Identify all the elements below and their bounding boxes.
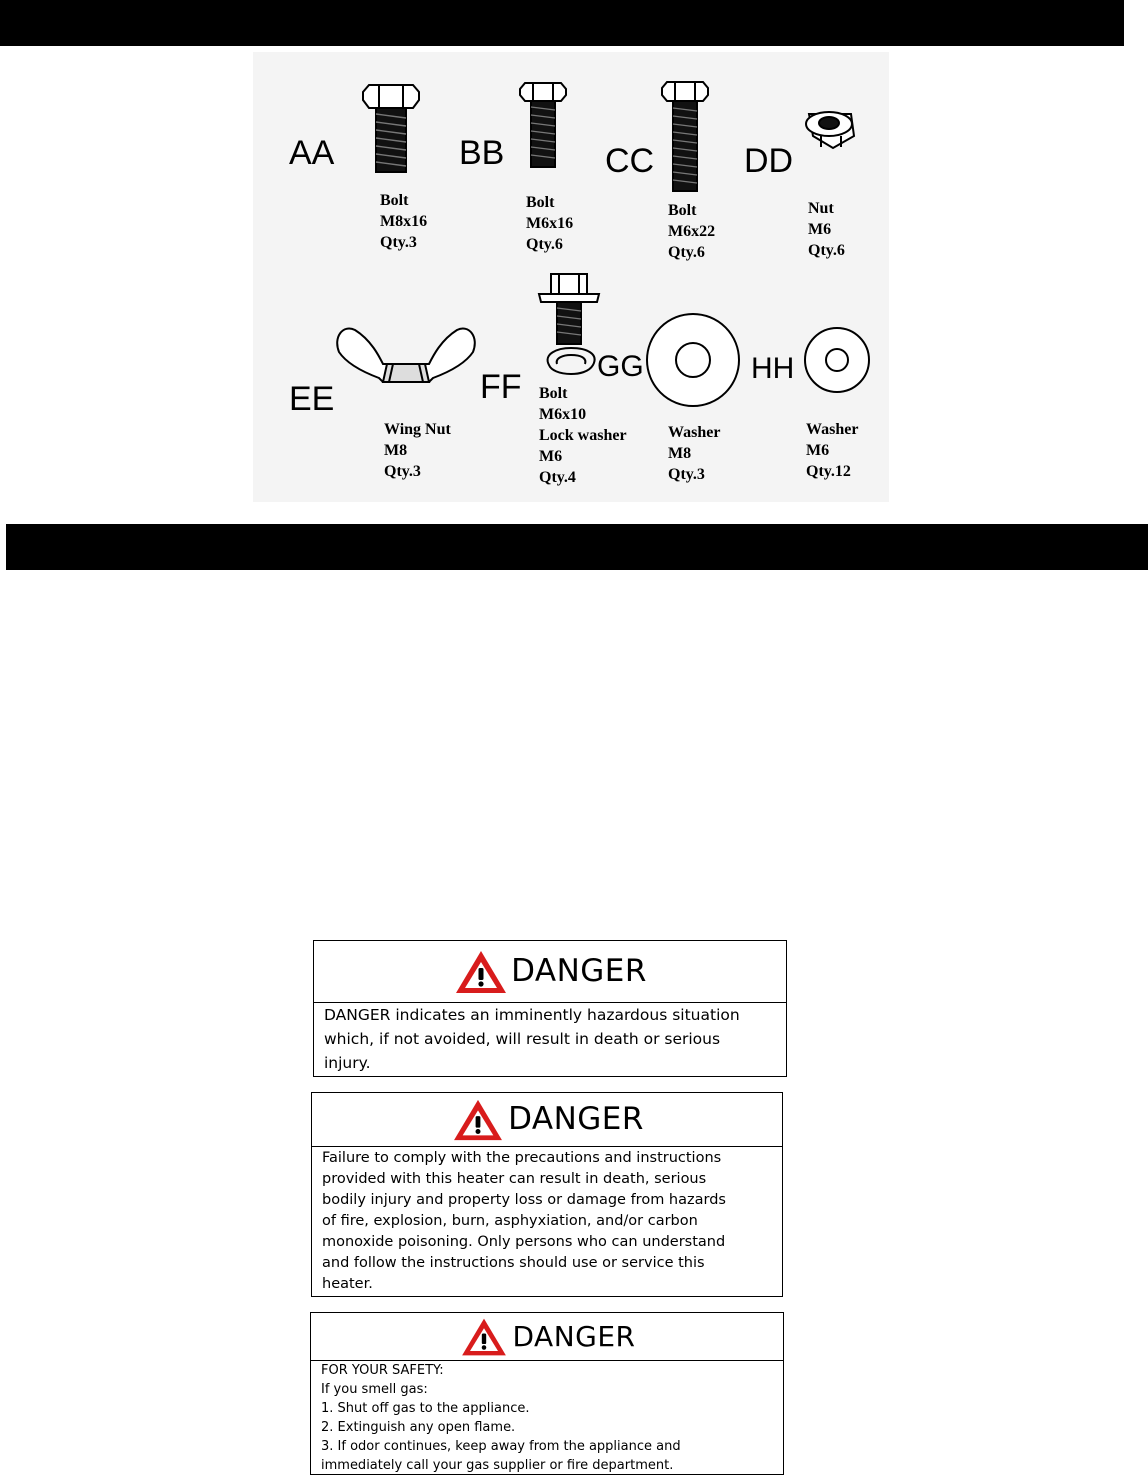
warning-triangle-icon xyxy=(450,1097,506,1143)
part-code-ff: FF xyxy=(480,368,522,406)
danger-header xyxy=(311,1313,783,1361)
part-info-ee: Wing Nut M8 Qty.3 xyxy=(384,421,451,480)
bolt-cc-drawing xyxy=(662,82,708,191)
danger-notice-2 xyxy=(311,1092,783,1297)
part-code-cc: CC xyxy=(605,142,655,180)
wing-nut-ee-drawing xyxy=(337,329,475,382)
washer-gg-drawing xyxy=(647,314,739,406)
part-info-gg: Washer M8 Qty.3 xyxy=(668,424,721,483)
danger-notice-3 xyxy=(310,1312,784,1475)
part-info-aa: Bolt M8x16 Qty.3 xyxy=(380,192,428,251)
section-header-bar-top xyxy=(0,0,1124,46)
part-info-dd: Nut M6 Qty.6 xyxy=(808,200,845,259)
danger-text: FOR YOUR SAFETY: If you smell gas: 1. Shut off gas to the appliance. 2. Extinguish any open flame. 3. If odor continues, keep away from the appliance and immediately call your gas supplier or fire department. xyxy=(321,1363,681,1473)
section-header-bar-middle xyxy=(6,524,1148,570)
part-code-hh: HH xyxy=(751,352,795,385)
bolt-aa-drawing xyxy=(363,85,419,172)
hardware-parts-panel xyxy=(253,52,889,502)
danger-text: DANGER indicates an imminently hazardous situation which, if not avoided, will result in death or serious injury. xyxy=(324,1006,740,1072)
part-info-hh: Washer M6 Qty.12 xyxy=(806,421,859,480)
warning-triangle-icon xyxy=(458,1316,510,1358)
part-info-cc: Bolt M6x22 Qty.6 xyxy=(668,202,716,261)
flange-bolt-ff-drawing xyxy=(539,274,599,374)
part-code-dd: DD xyxy=(744,142,794,180)
danger-header xyxy=(314,941,786,1003)
washer-hh-drawing xyxy=(805,328,869,392)
part-info-bb: Bolt M6x16 Qty.6 xyxy=(526,194,574,253)
part-info-ff: Bolt M6x10 Lock washer M6 Qty.4 xyxy=(539,385,627,486)
part-code-bb: BB xyxy=(459,134,505,172)
part-code-ee: EE xyxy=(289,380,335,418)
danger-text: Failure to comply with the precautions and instructions provided with this heater can result in death, serious bodily injury and property loss or damage from hazards of fire, explosion, burn, asphyxiation, and/or carbon monoxide poisoning. Only persons who can understand and follow the instructions should use or service this heater. xyxy=(322,1150,726,1292)
danger-title: DANGER xyxy=(508,1101,644,1137)
danger-notice-1 xyxy=(313,940,787,1077)
danger-title: DANGER xyxy=(511,953,647,989)
bolt-bb-drawing xyxy=(520,83,566,167)
part-code-aa: AA xyxy=(289,134,335,172)
warning-triangle-icon xyxy=(453,948,509,996)
part-code-gg: GG xyxy=(597,350,644,383)
danger-title: DANGER xyxy=(512,1319,636,1353)
danger-header xyxy=(312,1093,782,1147)
nut-dd-drawing xyxy=(806,112,854,148)
